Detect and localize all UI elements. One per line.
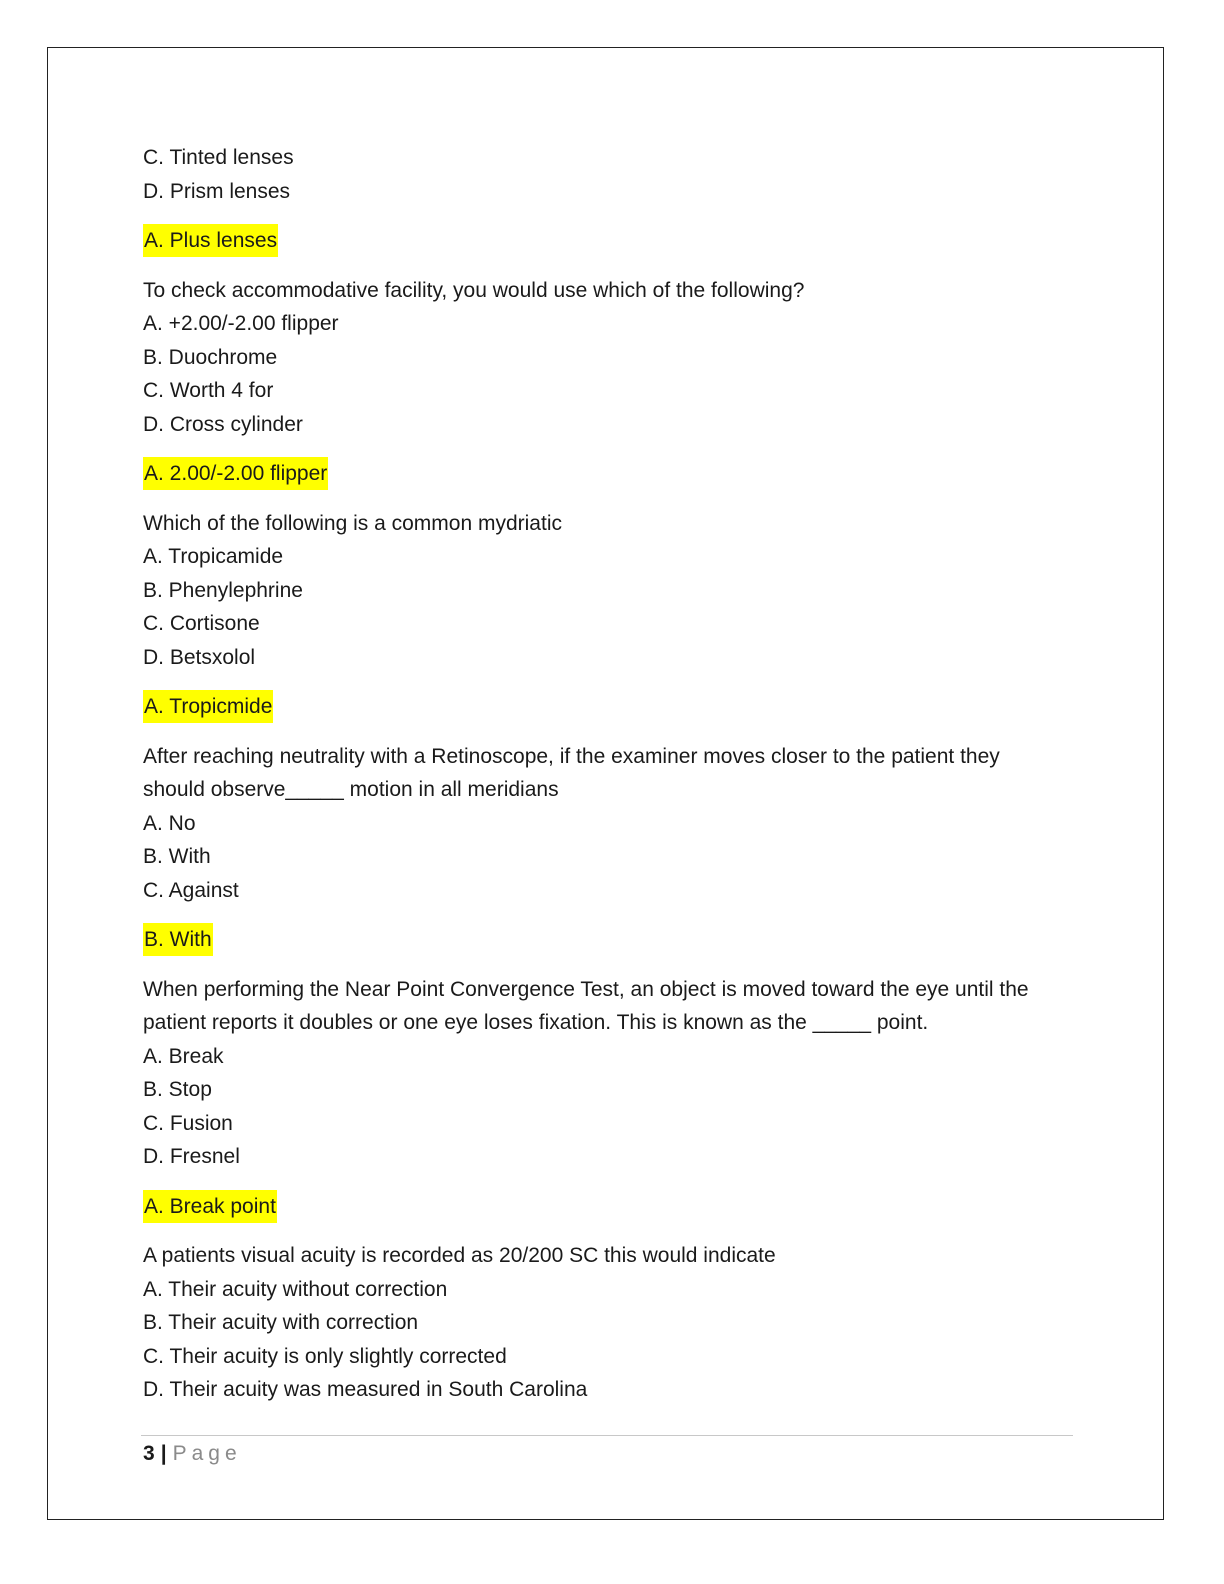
question-block xyxy=(143,507,1083,675)
page-footer xyxy=(143,1439,242,1469)
question-block xyxy=(143,274,1083,442)
option-line: B. Duochrome xyxy=(143,345,278,369)
option-line: B. Stop xyxy=(143,1078,212,1101)
question-text: patient reports it doubles or one eye loses fixation. This is known as the _____ point. xyxy=(143,1011,929,1034)
question-block xyxy=(143,1239,1083,1407)
option-line: C. Cortisone xyxy=(143,612,260,635)
option-line: C. Tinted lenses xyxy=(143,146,294,169)
question-text: A patients visual acuity is recorded as 20/200 SC this would indicate xyxy=(143,1244,776,1267)
option-line: C. Fusion xyxy=(143,1111,233,1135)
question-text: should observe_____ motion in all meridians xyxy=(143,778,559,801)
question-text: After reaching neutrality with a Retinoscope, if the examiner moves closer to the patient they xyxy=(143,744,1000,768)
option-line: B. With xyxy=(143,845,211,868)
answer-block xyxy=(143,224,1083,258)
option-line: A. Break xyxy=(143,1044,224,1068)
option-line: A. Tropicamide xyxy=(143,545,284,568)
highlighted-answer: A. Tropicmide xyxy=(143,690,273,723)
highlighted-answer: A. Plus lenses xyxy=(143,224,278,257)
option-line: D. Cross cylinder xyxy=(143,412,303,436)
highlighted-answer: A. Break point xyxy=(143,1190,277,1223)
option-line: C. Their acuity is only slightly corrected xyxy=(143,1344,507,1368)
highlighted-answer: B. With xyxy=(143,923,213,956)
options-block xyxy=(143,141,1083,208)
answer-block xyxy=(143,1190,1083,1224)
question-text: To check accommodative facility, you would use which of the following? xyxy=(143,278,805,302)
page-label: Page xyxy=(172,1442,242,1465)
option-line: A. No xyxy=(143,811,196,835)
option-line: B. Their acuity with correction xyxy=(143,1311,419,1334)
document-content xyxy=(143,141,1083,1423)
page-number: 3 xyxy=(143,1442,155,1465)
option-line: B. Phenylephrine xyxy=(143,578,303,602)
question-block xyxy=(143,973,1083,1174)
question-text: When performing the Near Point Convergence Test, an object is moved toward the eye until the xyxy=(143,977,1029,1001)
answer-block xyxy=(143,923,1083,957)
answer-block xyxy=(143,457,1083,491)
footer-separator: | xyxy=(160,1442,167,1465)
option-line: C. Worth 4 for xyxy=(143,379,274,402)
question-block xyxy=(143,740,1083,908)
answer-block xyxy=(143,690,1083,724)
option-line: D. Betsxolol xyxy=(143,645,256,669)
option-line: C. Against xyxy=(143,878,239,902)
footer-divider xyxy=(141,1435,1073,1436)
option-line: D. Fresnel xyxy=(143,1145,240,1168)
option-line: D. Prism lenses xyxy=(143,179,291,203)
option-line: A. Their acuity without correction xyxy=(143,1277,448,1301)
option-line: D. Their acuity was measured in South Carolina xyxy=(143,1378,588,1401)
option-line: A. +2.00/-2.00 flipper xyxy=(143,312,339,335)
question-text: Which of the following is a common mydriatic xyxy=(143,511,562,535)
highlighted-answer: A. 2.00/-2.00 flipper xyxy=(143,457,328,490)
